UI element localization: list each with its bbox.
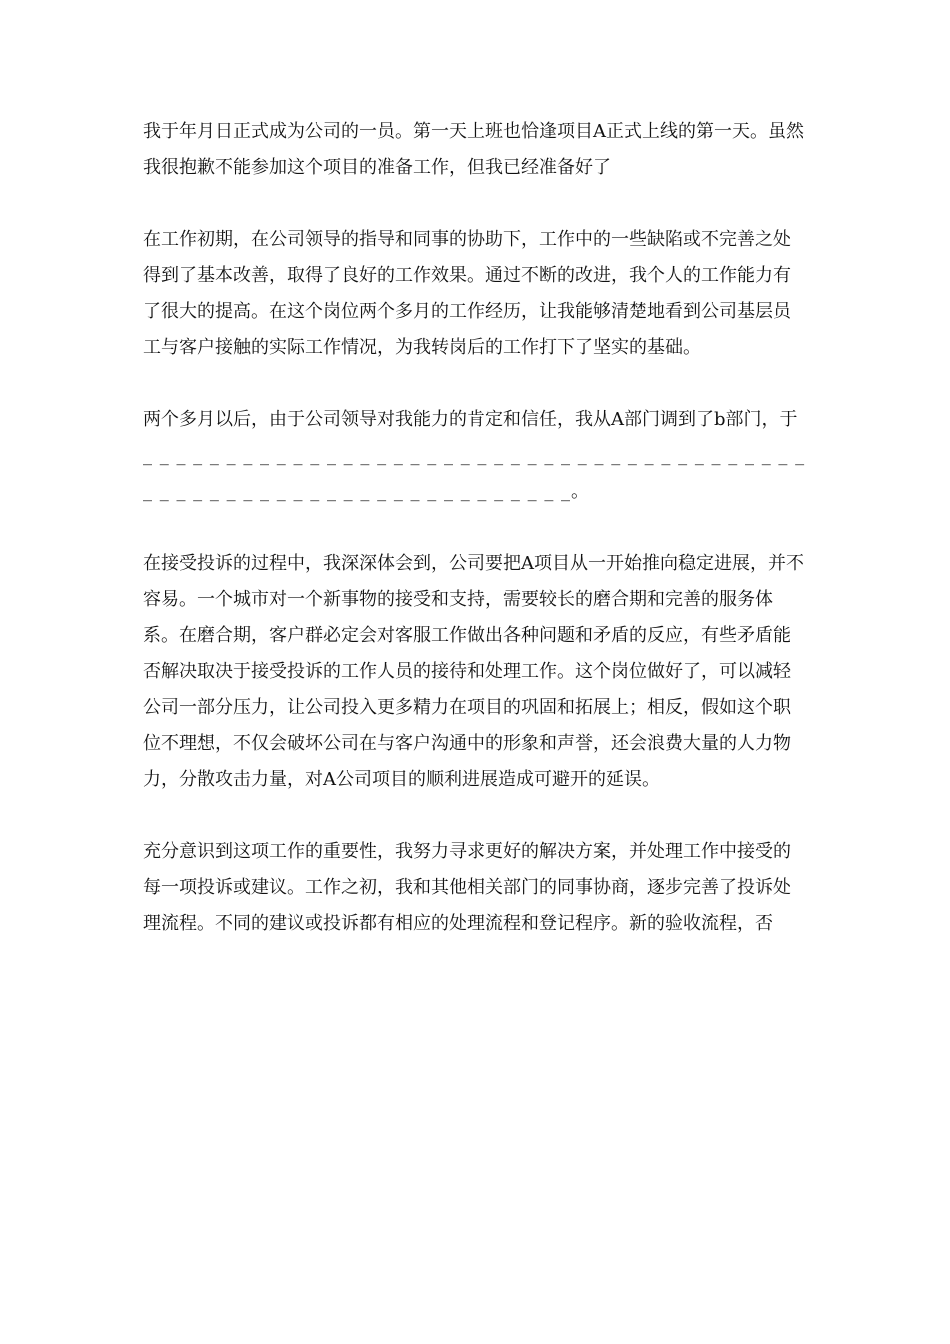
paragraph-3-end: 。 — [571, 481, 590, 502]
paragraph-3 — [143, 402, 807, 510]
paragraph-1: 我于年月日正式成为公司的一员。第一天上班也恰逢项目A正式上线的第一天。虽然我很抱歉不能参加这个项目的准备工作，但我已经准备好了 — [143, 121, 804, 178]
document-body — [143, 114, 807, 978]
paragraph-4: 在接受投诉的过程中，我深深体会到，公司要把A项目从一开始推向稳定进展，并不容易。一个城市对一个新事物的接受和支持，需要较长的磨合期和完善的服务体系。在磨合期，客户群必定会对客服工作做出各种问题和矛盾的反应，有些矛盾能否解决取决于接受投诉的工作人员的接待和处理工作。这个岗位做好了，可以减轻公司一部分压力，让公司投入更多精力在项目的巩固和拓展上；相反，假如这个职位不理想，不仅会破坏公司在与客户沟通中的形象和声誉，还会浪费大量的人力物力，分散攻击力量，对A公司项目的顺利进展造成可避开的延误。 — [143, 553, 804, 790]
paragraph-2: 在工作初期，在公司领导的指导和同事的协助下，工作中的一些缺陷或不完善之处得到了基本改善，取得了良好的工作效果。通过不断的改进，我个人的工作能力有了很大的提高。在这个岗位两个多月的工作经历，让我能够清楚地看到公司基层员工与客户接触的实际工作情况，为我转岗后的工作打下了坚实的基础。 — [143, 229, 791, 358]
paragraph-3-text: 两个多月以后，由于公司领导对我能力的肯定和信任，我从A部门调到了b部门，于 — [143, 409, 798, 430]
fill-in-blank: _ _ _ _ _ _ _ _ _ _ _ _ _ _ _ _ _ _ _ _ _ _ _ _ _ _ _ _ _ _ _ _ _ _ _ _ _ _ _ _ _ _ _ _ _ _ _ _ _ _ _ _ _ _ _ _ _ _ _ _ _ _ _ _ _ _ — [143, 445, 806, 502]
paragraph-5: 充分意识到这项工作的重要性，我努力寻求更好的解决方案，并处理工作中接受的每一项投诉或建议。工作之初，我和其他相关部门的同事协商，逐步完善了投诉处理流程。不同的建议或投诉都有相应的处理流程和登记程序。新的验收流程，否 — [143, 841, 791, 934]
